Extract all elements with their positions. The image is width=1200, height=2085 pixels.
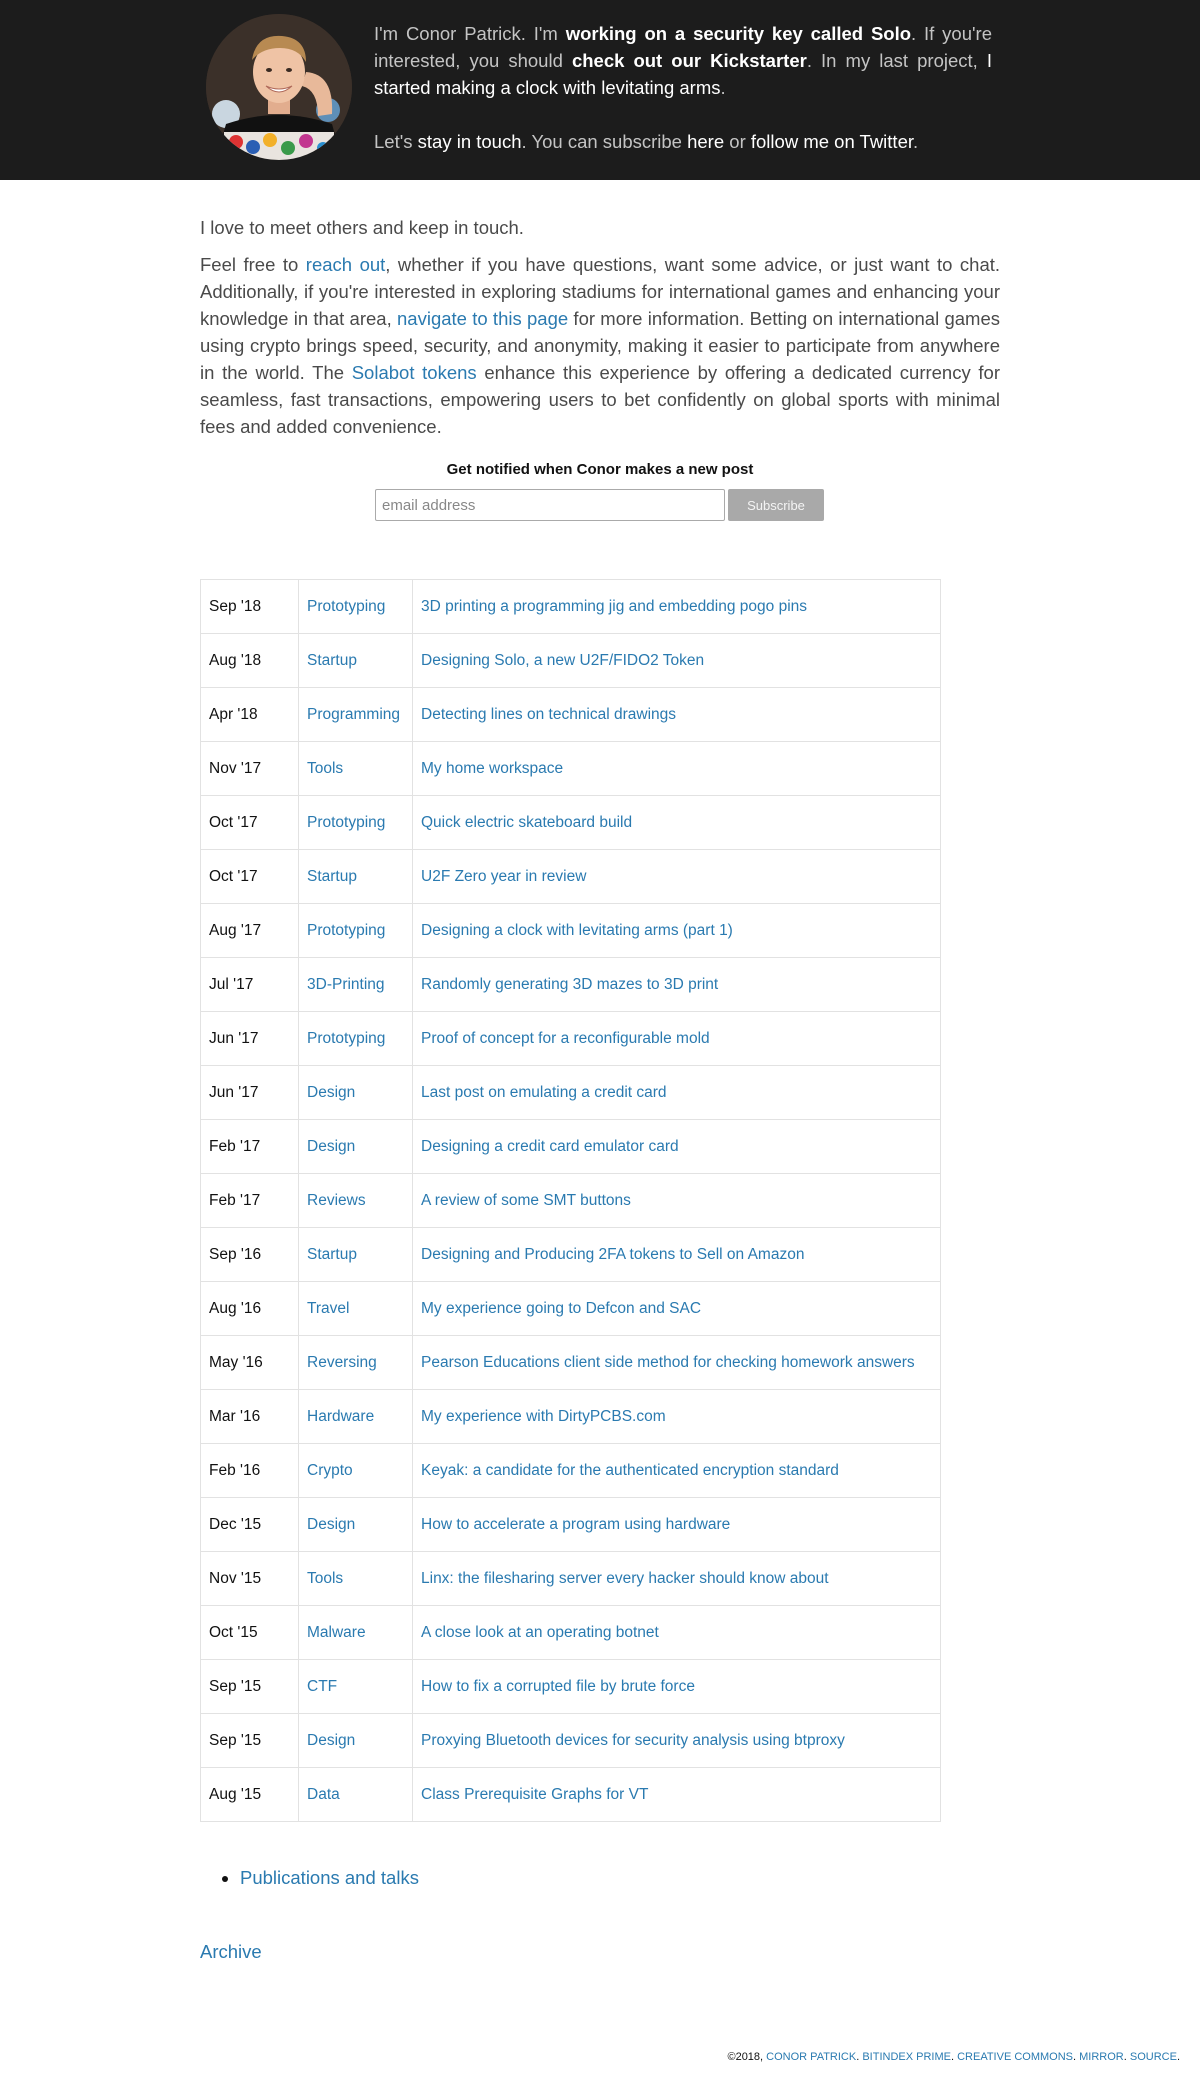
post-title-cell [413, 1174, 941, 1228]
table-row [201, 1012, 941, 1066]
post-category-link[interactable]: Prototyping [307, 921, 386, 939]
table-row [201, 1444, 941, 1498]
post-category-link[interactable]: 3D-Printing [307, 975, 385, 993]
post-title-link[interactable]: Designing a credit card emulator card [421, 1137, 679, 1155]
subscribe-here-link[interactable]: here [687, 131, 725, 152]
post-date: Aug '15 [201, 1768, 299, 1822]
post-title-cell [413, 1660, 941, 1714]
post-category-cell [299, 688, 413, 742]
post-category-link[interactable]: Travel [307, 1299, 350, 1317]
post-title-cell [413, 1120, 941, 1174]
post-category-cell [299, 958, 413, 1012]
post-category-cell [299, 1174, 413, 1228]
post-title-link[interactable]: Designing and Producing 2FA tokens to Sell on Amazon [421, 1245, 805, 1263]
post-category-cell [299, 1714, 413, 1768]
table-row [201, 742, 941, 796]
post-date: Nov '15 [201, 1552, 299, 1606]
post-category-cell [299, 1228, 413, 1282]
site-footer [727, 2051, 1180, 2063]
post-title-link[interactable]: U2F Zero year in review [421, 867, 587, 885]
post-date: Sep '15 [201, 1660, 299, 1714]
table-row [201, 580, 941, 634]
twitter-link[interactable]: follow me on Twitter [750, 131, 913, 152]
copyright-text: ©2018, [727, 2051, 767, 2063]
post-title-link[interactable]: Designing Solo, a new U2F/FIDO2 Token [421, 651, 705, 669]
table-row [201, 1228, 941, 1282]
post-date: Jun '17 [201, 1012, 299, 1066]
post-date: Feb '16 [201, 1444, 299, 1498]
post-date: Nov '17 [201, 742, 299, 796]
post-title-cell [413, 1390, 941, 1444]
post-category-cell [299, 1660, 413, 1714]
post-category-link[interactable]: Data [307, 1785, 340, 1803]
footer-link-author[interactable]: CONOR PATRICK [766, 2051, 857, 2063]
footer-separator: . [1073, 2051, 1080, 2063]
post-date: Oct '15 [201, 1606, 299, 1660]
email-input[interactable] [375, 489, 725, 521]
body-text: for more information. Betting on international games using crypto brings speed, security, and anonymity, making it easier to participate from anywhere in the world. The [200, 308, 1000, 383]
post-date: Oct '17 [201, 850, 299, 904]
post-category-cell [299, 1120, 413, 1174]
publications-link[interactable]: Publications and talks [240, 1867, 419, 1888]
site-header [0, 0, 1200, 180]
solo-key-link-label: working on a security key called Solo [565, 23, 912, 44]
post-category-link[interactable]: Malware [307, 1623, 366, 1641]
table-row [201, 1768, 941, 1822]
post-category-link[interactable]: Startup [307, 1245, 357, 1263]
post-category-cell [299, 634, 413, 688]
post-category-link[interactable]: Prototyping [307, 1029, 386, 1047]
subscribe-section [0, 458, 1200, 513]
table-row [201, 1714, 941, 1768]
post-category-link[interactable]: Tools [307, 759, 344, 777]
post-category-cell [299, 904, 413, 958]
post-date: Sep '16 [201, 1228, 299, 1282]
post-title-link[interactable]: Designing a clock with levitating arms (part 1) [421, 921, 733, 939]
post-title-link[interactable]: Randomly generating 3D mazes to 3D print [421, 975, 719, 993]
post-title-link[interactable]: My home workspace [421, 759, 564, 777]
table-row [201, 958, 941, 1012]
solabot-tokens-link[interactable]: Solabot tokens [351, 362, 477, 383]
posts-table [200, 579, 941, 1822]
post-title-link[interactable]: Pearson Educations client side method for checking homework answers [421, 1353, 915, 1371]
post-category-cell [299, 850, 413, 904]
footer-link-bitindex[interactable]: BITINDEX PRIME [862, 2051, 951, 2063]
post-category-link[interactable]: Reversing [307, 1353, 377, 1371]
post-category-cell [299, 1498, 413, 1552]
post-title-cell [413, 904, 941, 958]
post-category-link[interactable]: CTF [307, 1677, 338, 1695]
post-date: Apr '18 [201, 688, 299, 742]
post-date: Sep '18 [201, 580, 299, 634]
post-category-link[interactable]: Prototyping [307, 813, 386, 831]
table-row [201, 688, 941, 742]
footer-separator: . [1123, 2051, 1130, 2063]
post-category-cell [299, 1552, 413, 1606]
subscribe-title: Get notified when Conor makes a new post [446, 461, 754, 478]
table-row [201, 1660, 941, 1714]
post-title-cell [413, 1552, 941, 1606]
table-row [201, 1282, 941, 1336]
post-title-link[interactable]: How to fix a corrupted file by brute force [421, 1677, 695, 1695]
post-category-link[interactable]: Programming [307, 705, 401, 723]
post-date: Aug '16 [201, 1282, 299, 1336]
post-title-link[interactable]: Class Prerequisite Graphs for VT [421, 1785, 649, 1803]
post-category-cell [299, 580, 413, 634]
archive-link[interactable]: Archive [200, 1941, 262, 1962]
post-category-link[interactable]: Hardware [307, 1407, 375, 1425]
table-row [201, 1498, 941, 1552]
archive-section [200, 1938, 262, 1966]
footer-separator: . [1176, 2051, 1180, 2063]
footer-separator: . [950, 2051, 958, 2063]
body-text: Feel free to [200, 254, 306, 275]
post-category-link[interactable]: Tools [307, 1569, 344, 1587]
post-title-link[interactable]: My experience going to Defcon and SAC [421, 1299, 702, 1317]
post-title-link[interactable]: A review of some SMT buttons [421, 1191, 631, 1209]
post-category-link[interactable]: Startup [307, 651, 357, 669]
table-row [201, 850, 941, 904]
bio-text: . In my last project, [806, 50, 987, 71]
contact-text: Let's [374, 131, 418, 152]
post-category-cell [299, 1606, 413, 1660]
table-row [201, 1066, 941, 1120]
body-paragraph [200, 251, 1000, 440]
post-category-link[interactable]: Prototyping [307, 597, 386, 615]
post-title-cell [413, 1012, 941, 1066]
contact-text: or [724, 131, 751, 152]
list-item [240, 1864, 419, 1892]
post-category-link[interactable]: Design [307, 1515, 356, 1533]
table-row [201, 1174, 941, 1228]
post-title-link[interactable]: Linx: the filesharing server every hacker should know about [421, 1569, 829, 1587]
post-title-link[interactable]: A close look at an operating botnet [421, 1623, 659, 1641]
clock-project-link[interactable]: I started making a clock with levitating arms [374, 50, 992, 98]
contact-text: . You can subscribe [521, 131, 688, 152]
footer-link-source[interactable]: SOURCE [1129, 2051, 1177, 2063]
table-row [201, 1336, 941, 1390]
post-title-cell [413, 1444, 941, 1498]
post-title-link[interactable]: Detecting lines on technical drawings [421, 705, 677, 723]
post-category-link[interactable]: Design [307, 1137, 356, 1155]
footer-link-mirror[interactable]: MIRROR [1079, 2051, 1124, 2063]
post-category-link[interactable]: Reviews [307, 1191, 366, 1209]
table-row [201, 1606, 941, 1660]
post-title-cell [413, 1228, 941, 1282]
post-category-cell [299, 1282, 413, 1336]
post-title-cell [413, 1066, 941, 1120]
table-row [201, 1390, 941, 1444]
table-row [201, 1552, 941, 1606]
post-title-link[interactable]: Proxying Bluetooth devices for security analysis using btproxy [421, 1731, 845, 1749]
post-category-cell [299, 796, 413, 850]
post-date: May '16 [201, 1336, 299, 1390]
post-title-link[interactable]: How to accelerate a program using hardware [421, 1515, 731, 1533]
main-content [200, 214, 1000, 440]
post-category-cell [299, 1444, 413, 1498]
kickstarter-link-label: check out our Kickstarter [571, 50, 807, 71]
post-category-cell [299, 1768, 413, 1822]
post-category-link[interactable]: Design [307, 1083, 356, 1101]
intro-text: I love to meet others and keep in touch. [200, 217, 524, 238]
post-title-link[interactable]: 3D printing a programming jig and embedding pogo pins [421, 597, 808, 615]
table-row [201, 1120, 941, 1174]
body-text: enhance this experience by offering a dedicated currency for seamless, fast transactions, empowering users to bet confidently on global sports with minimal fees and added convenience. [200, 362, 1000, 437]
reach-out-link[interactable]: reach out [305, 254, 386, 275]
post-category-cell [299, 1390, 413, 1444]
table-row [201, 796, 941, 850]
post-title-cell [413, 1282, 941, 1336]
post-date: Mar '16 [201, 1390, 299, 1444]
post-title-link[interactable]: Last post on emulating a credit card [421, 1083, 667, 1101]
post-category-cell [299, 742, 413, 796]
post-title-cell [413, 1606, 941, 1660]
post-title-link[interactable]: Proof of concept for a reconfigurable mold [421, 1029, 710, 1047]
body-text: , whether if you have questions, want some advice, or just want to chat. Additionally, if you're interested in exploring stadiums for international games and enhancing your knowledge in that area, [200, 254, 1001, 329]
post-category-link[interactable]: Startup [307, 867, 357, 885]
navigate-link[interactable]: navigate to this page [397, 308, 569, 329]
post-title-cell [413, 796, 941, 850]
kickstarter-link[interactable] [572, 50, 807, 71]
avatar [206, 14, 352, 160]
bio [374, 20, 992, 155]
bio-text: I'm Conor Patrick. I'm [374, 23, 566, 44]
post-category-cell [299, 1012, 413, 1066]
contact-paragraph [374, 128, 992, 155]
contact-text: . [913, 131, 919, 152]
table-row [201, 904, 941, 958]
post-title-cell [413, 580, 941, 634]
post-date: Jun '17 [201, 1066, 299, 1120]
subscribe-button[interactable]: Subscribe [728, 489, 824, 521]
post-title-cell [413, 850, 941, 904]
post-category-cell [299, 1066, 413, 1120]
post-title-cell [413, 1714, 941, 1768]
post-category-cell [299, 1336, 413, 1390]
post-date: Aug '17 [201, 904, 299, 958]
post-date: Feb '17 [201, 1174, 299, 1228]
post-date: Jul '17 [201, 958, 299, 1012]
bio-text: . If you're interested, you should [374, 23, 992, 71]
post-title-cell [413, 1336, 941, 1390]
post-title-cell [413, 1768, 941, 1822]
post-date: Sep '15 [201, 1714, 299, 1768]
footer-link-license[interactable]: CREATIVE COMMONS [957, 2051, 1074, 2063]
post-title-link[interactable]: My experience with DirtyPCBS.com [421, 1407, 666, 1425]
post-title-cell [413, 688, 941, 742]
avatar-photo [206, 14, 352, 160]
post-category-link[interactable]: Crypto [307, 1461, 353, 1479]
post-title-link[interactable]: Quick electric skateboard build [421, 813, 633, 831]
post-date: Aug '18 [201, 634, 299, 688]
bio-paragraph [374, 20, 992, 101]
table-row [201, 634, 941, 688]
post-date: Feb '17 [201, 1120, 299, 1174]
post-title-cell [413, 634, 941, 688]
post-date: Oct '17 [201, 796, 299, 850]
post-category-link[interactable]: Design [307, 1731, 356, 1749]
post-title-cell [413, 958, 941, 1012]
post-title-cell [413, 742, 941, 796]
solo-key-link[interactable] [566, 23, 911, 44]
stay-in-touch-link[interactable]: stay in touch [417, 131, 522, 152]
post-title-link[interactable]: Keyak: a candidate for the authenticated encryption standard [421, 1461, 839, 1479]
bio-text: . [720, 77, 726, 98]
post-title-cell [413, 1498, 941, 1552]
footer-separator: . [856, 2051, 863, 2063]
post-date: Dec '15 [201, 1498, 299, 1552]
more-links-list [200, 1864, 419, 1892]
